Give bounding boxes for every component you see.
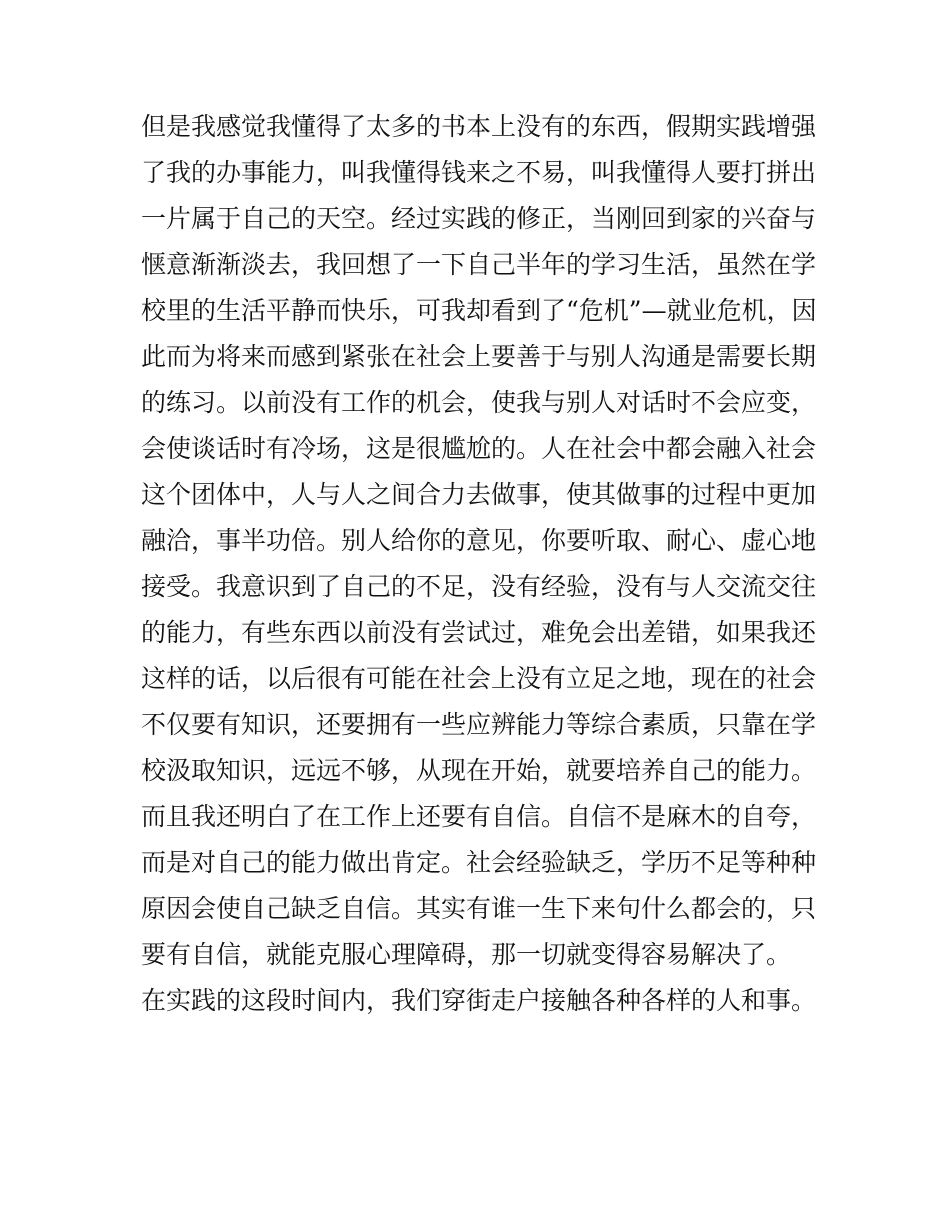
text-line: 而是对自己的能力做出肯定。社会经验缺乏，学历不足等种种 xyxy=(141,848,817,877)
text-line: 的练习。以前没有工作的机会，使我与别人对话时不会应变， xyxy=(141,388,817,417)
text-line: 这个团体中，人与人之间合力去做事，使其做事的过程中更加 xyxy=(141,480,817,509)
text-line: 接受。我意识到了自己的不足，没有经验，没有与人交流交往 xyxy=(141,572,817,601)
text-line: 一片属于自己的天空。经过实践的修正，当刚回到家的兴奋与 xyxy=(141,204,817,233)
body-text xyxy=(141,104,821,1024)
text-line: 此而为将来而感到紧张在社会上要善于与别人沟通是需要长期 xyxy=(141,342,817,371)
text-line: 原因会使自己缺乏自信。其实有谁一生下来句什么都会的，只 xyxy=(141,894,817,923)
text-line: 而且我还明白了在工作上还要有自信。自信不是麻木的自夸， xyxy=(141,802,817,831)
text-line: 了我的办事能力，叫我懂得钱来之不易，叫我懂得人要打拼出 xyxy=(141,158,817,187)
text-line: 校汲取知识，远远不够，从现在开始，就要培养自己的能力。 xyxy=(141,756,817,785)
text-line: 融洽，事半功倍。别人给你的意见，你要听取、耐心、虚心地 xyxy=(141,526,817,555)
text-line: 这样的话，以后很有可能在社会上没有立足之地，现在的社会 xyxy=(141,664,817,693)
text-line: 要有自信，就能克服心理障碍，那一切就变得容易解决了。 xyxy=(141,940,792,969)
text-line: 不仅要有知识，还要拥有一些应辨能力等综合素质，只靠在学 xyxy=(141,710,817,739)
text-line: 校里的生活平静而快乐，可我却看到了“危机”—就业危机，因 xyxy=(141,296,817,325)
text-line: 但是我感觉我懂得了太多的书本上没有的东西，假期实践增强 xyxy=(141,112,817,141)
text-line: 惬意渐渐淡去，我回想了一下自己半年的学习生活，虽然在学 xyxy=(141,250,817,279)
text-line: 的能力，有些东西以前没有尝试过，难免会出差错，如果我还 xyxy=(141,618,817,647)
text-line: 在实践的这段时间内，我们穿街走户接触各种各样的人和事。 xyxy=(141,986,817,1015)
text-line: 会使谈话时有冷场，这是很尴尬的。人在社会中都会融入社会 xyxy=(141,434,817,463)
